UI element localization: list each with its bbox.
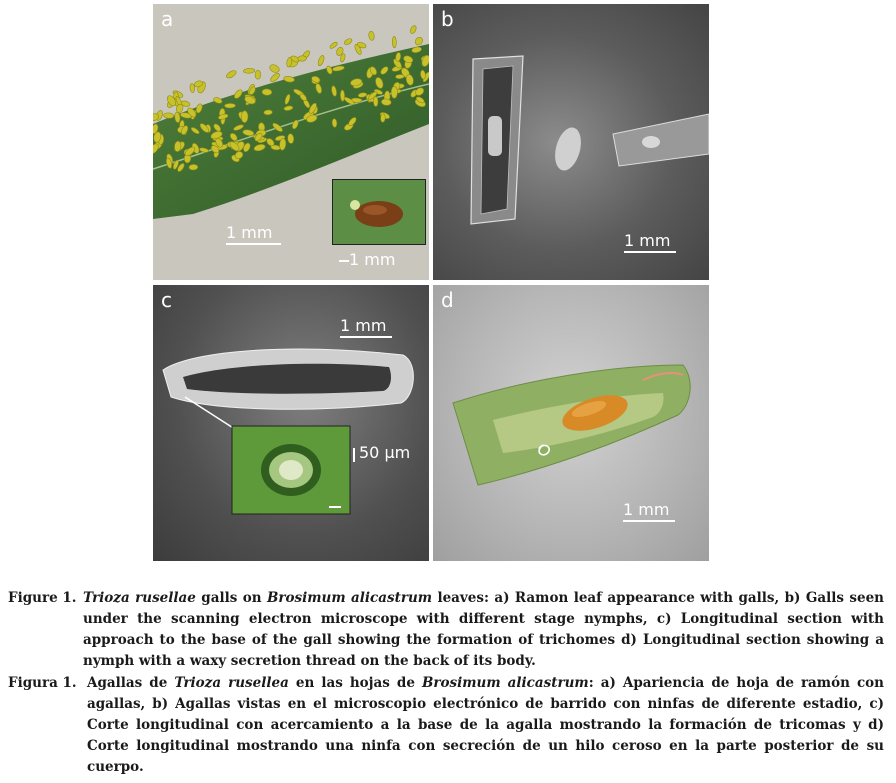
gall-mark [414, 36, 424, 47]
caption-es-label: Figura 1. [8, 675, 77, 691]
gall-mark [392, 36, 396, 47]
inset-scale-a [339, 250, 395, 269]
caption-en-label: Figure 1. [8, 590, 77, 606]
gall-mark [343, 37, 353, 45]
panel-label-b: b [441, 7, 454, 31]
scale-bar-d-label: 1 mm [623, 500, 670, 519]
caption-en-part1: galls on [195, 590, 267, 606]
gall-mark [243, 68, 255, 74]
scale-bar-d [623, 500, 675, 522]
inset-a-nymph-photo [332, 179, 426, 245]
caption-es-host: Brosimum alicastrum [422, 675, 589, 691]
panel-d-nymph-section [433, 285, 709, 561]
scale-bar-c [340, 316, 392, 338]
gall-mark [224, 103, 235, 108]
panel-b-sem-galls [433, 4, 709, 280]
inset-scale-c-label: 50 μm [359, 443, 411, 462]
gall-mark [189, 164, 198, 170]
gall-mark [268, 63, 280, 74]
panel-a-leaf-photo [153, 4, 429, 280]
gall-mark [368, 31, 375, 41]
scale-bar-b [624, 231, 676, 253]
gall-mark [225, 69, 237, 79]
panel-c-sem-section [153, 285, 429, 561]
scale-bar-b-label: 1 mm [624, 231, 671, 250]
scale-bar-d-line [623, 520, 675, 522]
gall-mark [409, 25, 417, 35]
panel-label-a: a [161, 7, 174, 31]
gall-mark [163, 112, 174, 118]
caption-es-text [87, 673, 884, 778]
caption-en-species: Trioza rusellae [83, 590, 196, 606]
gall-mark [380, 114, 385, 123]
scale-bar-b-line [624, 251, 676, 253]
scale-bar-c-label: 1 mm [340, 316, 387, 335]
inset-scale-c-line [353, 448, 355, 462]
scale-bar-a-label: 1 mm [226, 223, 273, 242]
inset-scale-a-label: 1 mm [349, 250, 396, 269]
gall-mark [298, 56, 307, 62]
gall-mark [241, 111, 248, 123]
gall-mark [329, 41, 338, 49]
inset-scale-c [353, 443, 410, 462]
caption-en-host: Brosimum alicastrum [266, 590, 433, 606]
caption-es-species: Trioza rusellea [174, 675, 289, 691]
caption-es-part2: : a) Apariencia de hoja de ramón con agallas, b) Agallas vistas en el microscopio electrónico de barrido con ninfas de diferente estadio, c) Corte longitudinal con acercamiento a la base de la agalla mostrando la formación de tricomas y d) Corte longitudinal mostrando una ninfa con secreción de un hilo ceroso en la parte posterior de su cuerpo. [87, 675, 884, 775]
scale-bar-c-line [340, 336, 392, 338]
gall-mark [264, 110, 273, 115]
scale-bar-a-line [226, 243, 281, 245]
gall-mark [391, 86, 397, 98]
panel-label-d: d [441, 288, 454, 312]
caption-es-part1: en las hojas de [288, 675, 422, 691]
caption-en-part2: leaves: a) Ramon leaf appearance with galls, b) Galls seen under the scanning electron microscope with different stage nymphs, c) Longitudinal section with approach to the base of the gall showing the formation of trichomes d) Longitudinal section showing a nymph with a waxy secretion thread on the back of its body. [83, 590, 884, 669]
gall-mark [332, 119, 337, 128]
inset-scale-a-line [339, 260, 349, 262]
caption-en-text [83, 588, 884, 672]
gall-mark [255, 70, 261, 79]
scale-bar-a [226, 223, 281, 245]
gall-mark [373, 96, 378, 106]
gall-mark [262, 89, 272, 96]
panel-label-c: c [161, 288, 172, 312]
gall-mark [317, 55, 325, 67]
gall-mark [395, 74, 404, 79]
inset-c-trichomes [232, 426, 350, 514]
caption-english [8, 588, 884, 672]
caption-spanish [8, 673, 884, 778]
caption-es-part0: Agallas de [87, 675, 175, 691]
